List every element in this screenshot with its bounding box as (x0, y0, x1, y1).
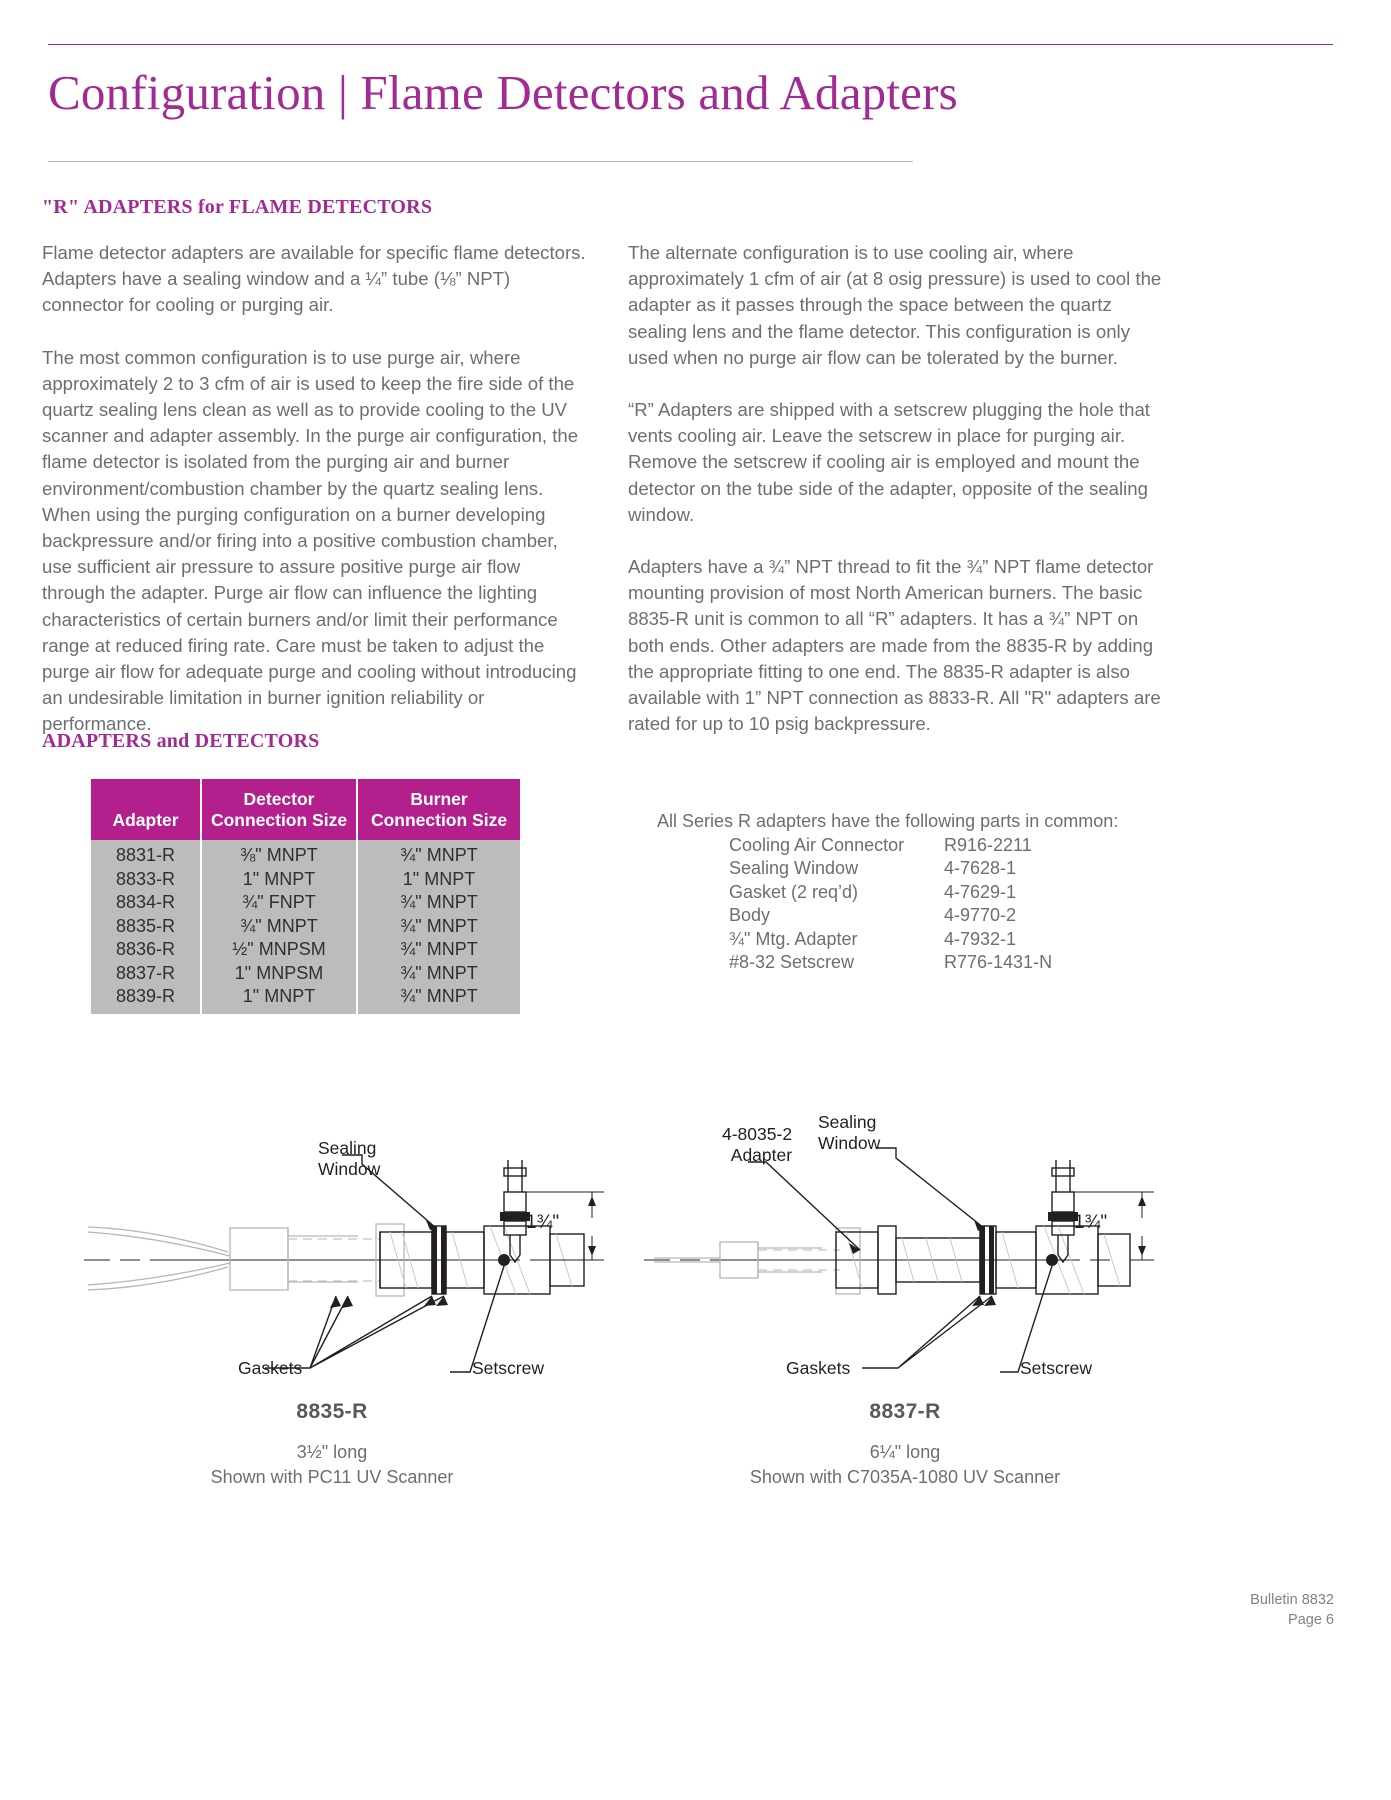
caption-8835r (62, 1400, 602, 1490)
table-row (91, 962, 520, 986)
paragraph-left-2: The most common configuration is to use purge air, where approximately 2 to 3 cfm of air is used to keep the fire side of the quartz sealing lens clean as well as to provide cooling to the UV scanner and adapter assembly. In the purge air configuration, the flame detector is isolated from the purging air and burner environment/combustion chamber by the quartz sealing lens. When using the purging configuration on a burner developing backpressure and/or firing into a positive combustion chamber, use sufficient air pressure to assure positive purge air flow through the adapter. Purge air flow can influence the lighting characteristics of certain burners and/or limit their performance range at reduced firing rate. Care must be taken to adjust the purge air flow for adequate purge and cooling without introducing an undesirable limitation in burner ignition reliability or performance. (42, 346, 579, 735)
body-column-right (628, 240, 1173, 763)
part-name: Sealing Window (729, 858, 859, 878)
parts-row (729, 857, 1052, 881)
header-rule-top (48, 44, 1333, 45)
label-line-2: Window (818, 1133, 881, 1153)
parts-row (729, 904, 1052, 928)
parts-table (729, 834, 1052, 975)
part-name: Cooling Air Connector (729, 834, 905, 855)
label-line-2: Window (318, 1159, 381, 1179)
part-name: Body (729, 905, 771, 925)
label-line-1: Sealing (818, 1112, 877, 1132)
diagram-8837r-drawing (640, 1100, 1180, 1410)
header-rule-sub (48, 161, 913, 162)
paragraph-right-3: Adapters have a ¾” NPT thread to fit the ¾” NPT flame detector mounting provision of most North American burners. The basic 8835-R unit is common to all “R” adapters. It has a ¾” NPT on both ends. Other adapters are made from the 8835-R by adding the appropriate fitting to one end. The 8835-R adapter is also available with 1” NPT connection as 8833-R. All "R" adapters are rated for up to 10 psig backpressure. (628, 556, 1161, 735)
label-dimension-right: 1¾" (1074, 1212, 1108, 1233)
table-header-burner-connection-size (357, 779, 520, 840)
common-parts-list (657, 810, 1118, 975)
table-cell: ¾" MNPT (357, 938, 520, 962)
table-cell: ½" MNPSM (201, 938, 357, 962)
part-number: 4-7629-1 (944, 881, 1017, 902)
table-cell: ¾" MNPT (357, 915, 520, 939)
label-line-1: 4-8035-2 (722, 1124, 793, 1144)
footer-bulletin: Bulletin 8832 (1250, 1592, 1334, 1608)
diagram-8837r (640, 1100, 1180, 1410)
caption-length: 6¼" long (869, 1442, 941, 1462)
page-title: Configuration | Flame Detectors and Adapters (48, 65, 958, 120)
table-body (91, 840, 520, 1014)
part-number: 4-9770-2 (944, 905, 1017, 925)
label-line-2: Adapter (730, 1145, 793, 1165)
label-gaskets-left: Gaskets (238, 1358, 303, 1378)
header-line-2: Connection Size (370, 810, 508, 830)
table-cell: 1" MNPT (357, 868, 520, 892)
page-footer (1250, 1590, 1334, 1630)
table-cell: 8834-R (91, 891, 201, 915)
part-number: 4-7932-1 (944, 928, 1017, 949)
part-number: R916-2211 (944, 834, 1032, 855)
header-line-1: Detector (243, 789, 315, 809)
label-adapter-part-right (722, 1124, 792, 1166)
table-row (91, 985, 520, 1014)
parts-row (729, 928, 1052, 952)
table-cell: ¾" MNPT (357, 985, 520, 1014)
section-heading-r-adapters: "R" ADAPTERS for FLAME DETECTORS (42, 196, 433, 218)
table-cell: ⅜" MNPT (201, 840, 357, 868)
table-header-detector-connection-size (201, 779, 357, 840)
header-line-2: Connection Size (210, 810, 348, 830)
table-cell: ¾" MNPT (357, 962, 520, 986)
parts-row (729, 881, 1052, 905)
parts-row (729, 834, 1052, 858)
label-sealing-window-right (818, 1112, 880, 1154)
label-sealing-window-left (318, 1138, 380, 1180)
part-number: R776-1431-N (944, 952, 1053, 972)
table-cell: 8837-R (91, 962, 201, 986)
header-line-2: Adapter (112, 810, 179, 830)
table-row (91, 868, 520, 892)
section-heading-adapters-detectors: ADAPTERS and DETECTORS (42, 730, 320, 752)
paragraph-right-2: “R” Adapters are shipped with a setscrew plugging the hole that vents cooling air. Leave the setscrew in place for purging air. Remove the setscrew if cooling air is employed and mount the detector on the tube side of the adapter, opposite of the sealing window. (628, 399, 1150, 525)
caption-length: 3½" long (296, 1442, 368, 1462)
caption-model: 8837-R (869, 1400, 941, 1423)
part-name: Gasket (2 req’d) (729, 881, 859, 902)
table-cell: 8836-R (91, 938, 201, 962)
table-cell: 1" MNPT (201, 985, 357, 1014)
table-row (91, 915, 520, 939)
adapters-table (91, 779, 520, 1014)
paragraph-right-1: The alternate configuration is to use cooling air, where approximately 1 cfm of air (at 8 osig pressure) is used to cool the adapter as it passes through the space between the quartz sealing lens and the flame detector. This configuration is only used when no purge air flow can be tolerated by the burner. (628, 242, 1162, 368)
table-cell: 8835-R (91, 915, 201, 939)
label-gaskets-right: Gaskets (786, 1358, 851, 1378)
parts-row (729, 951, 1052, 975)
label-setscrew-right: Setscrew (1020, 1358, 1092, 1378)
table-cell: ¾" FNPT (201, 891, 357, 915)
body-column-left (42, 240, 587, 764)
table-cell: ¾" MNPT (357, 891, 520, 915)
table-cell: 1" MNPT (201, 868, 357, 892)
label-setscrew-left: Setscrew (472, 1358, 544, 1378)
table-cell: ¾" MNPT (357, 840, 520, 868)
footer-page: Page 6 (1288, 1612, 1334, 1628)
part-name: ¾" Mtg. Adapter (729, 928, 858, 949)
diagram-8835r (80, 1100, 620, 1410)
table-row (91, 891, 520, 915)
table-header-row (91, 779, 520, 840)
table-cell: 8833-R (91, 868, 201, 892)
table-row (91, 938, 520, 962)
caption-shown-with: Shown with PC11 UV Scanner (210, 1467, 454, 1487)
parts-intro: All Series R adapters have the following parts in common: (657, 811, 1119, 831)
table-cell: 1" MNPSM (201, 962, 357, 986)
caption-model: 8835-R (296, 1400, 368, 1423)
paragraph-left-1: Flame detector adapters are available for specific flame detectors. Adapters have a sealing window and a ¼” tube (⅛” NPT) connector for cooling or purging air. (42, 242, 586, 316)
header-line-1: Burner (410, 789, 468, 809)
label-dimension-left: 1¾" (526, 1212, 560, 1233)
table-cell: ¾" MNPT (201, 915, 357, 939)
part-number: 4-7628-1 (944, 858, 1017, 878)
table-row (91, 840, 520, 868)
table-header-adapter (91, 779, 201, 840)
caption-shown-with: Shown with C7035A-1080 UV Scanner (749, 1467, 1061, 1487)
label-line-1: Sealing (318, 1138, 377, 1158)
caption-8837r (635, 1400, 1175, 1490)
part-name: #8-32 Setscrew (729, 952, 855, 972)
table-cell: 8839-R (91, 985, 201, 1014)
table-cell: 8831-R (91, 840, 201, 868)
